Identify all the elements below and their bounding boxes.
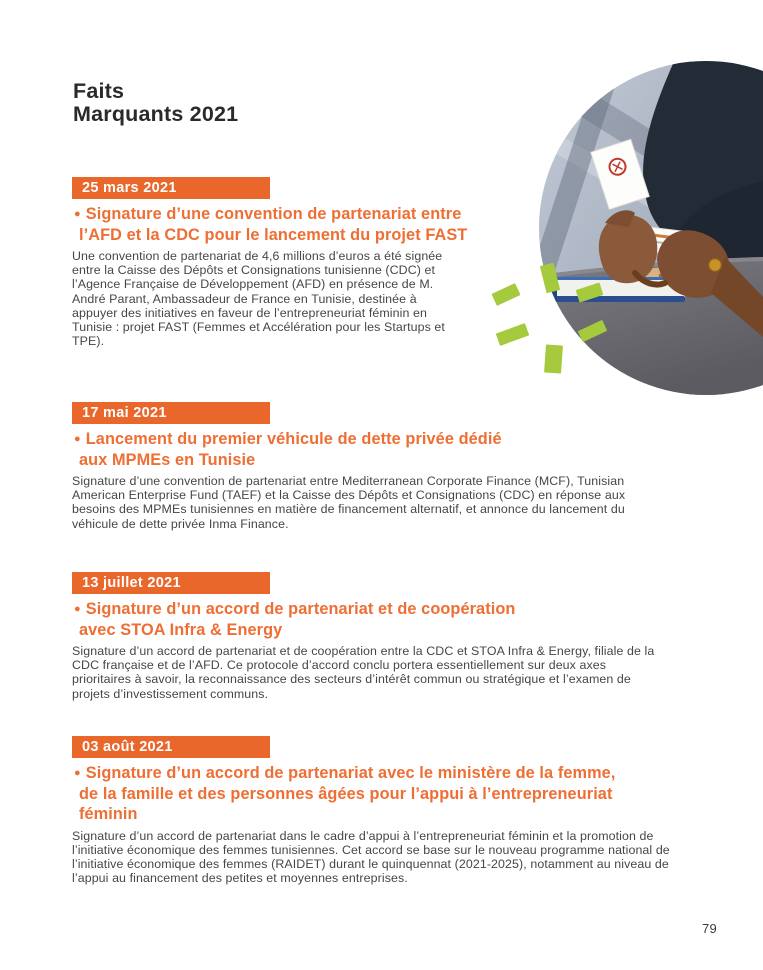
page-title xyxy=(73,80,238,126)
page-title-line1: Faits xyxy=(73,79,125,103)
fact-section-17-mai xyxy=(72,402,660,531)
section-body: Une convention de partenariat de 4,6 millions d’euros a été signée entre la Caisse des Dépôts et Consignations tunisienne (CDC) et l’Agence Française de Développement (AFD) en présence de M. André Parant, Ambassadeur de France en Tunisie, destinée à appuyer des initiatives en faveur de l’entrepreneuriat féminin en Tunisie : projet FAST (Femmes et Accélération pour les Startups et TPE). xyxy=(72,249,445,349)
fact-section-03-aout xyxy=(72,736,694,885)
bullet-icon: ● xyxy=(74,603,81,615)
section-heading xyxy=(74,429,660,470)
fact-section-13-juillet xyxy=(72,572,668,701)
bullet-icon: ● xyxy=(74,767,81,779)
heading-line: féminin xyxy=(79,805,138,823)
ring-shape xyxy=(709,259,722,272)
heading-line: avec STOA Infra & Energy xyxy=(79,620,283,639)
fact-section-25-mars xyxy=(72,177,467,348)
heading-line: Signature d’une convention de partenariat entre xyxy=(85,205,462,223)
bullet-icon: ● xyxy=(74,433,81,445)
heading-line: Signature d’un accord de partenariat avec le ministère de la femme, xyxy=(85,764,616,782)
confetti-piece xyxy=(491,283,520,306)
date-badge: 17 mai 2021 xyxy=(72,402,270,424)
bullet-icon: ● xyxy=(74,208,81,220)
confetti-piece xyxy=(496,323,530,346)
section-body: Signature d’une convention de partenariat entre Mediterranean Corporate Finance (MCF), Tunisian American Enterprise Fund (TAEF) et la Caisse des Dépôts et Consignations (CDC) en réponse aux besoins des MPMEs tunisiennes en matière de financement alternatif, et annonce du lancement du véhicule de dette privée Inma Finance. xyxy=(72,474,626,531)
heading-line: de la famille et des personnes âgées pour l’appui à l’entrepreneuriat xyxy=(79,784,613,803)
date-badge: 13 juillet 2021 xyxy=(72,572,270,594)
heading-line: Signature d’un accord de partenariat et de coopération xyxy=(85,600,516,618)
confetti-piece xyxy=(544,344,563,373)
section-body: Signature d’un accord de partenariat et de coopération entre la CDC et STOA Infra & Energy, filiale de la CDC française et de l’AFD. Ce protocole d’accord conclu portera essentiellement sur deux axes prioritaires à savoir, la reconnaissance des secteurs d’intérêt commun ou stratégique et l’examen de projets d’investissement communs. xyxy=(72,644,655,701)
heading-line: aux MPMEs en Tunisie xyxy=(79,450,256,469)
section-body: Signature d’un accord de partenariat dans le cadre d’appui à l’entrepreneuriat féminin et la promotion de l’initiative économique des femmes tunisiennes. Cet accord se base sur le nouveau programme national de l’initiative économique des femmes (RAIDET) durant le quinquennat (2021-2025), notamment au niveau de l’appui au financement des petites et moyennes entreprises. xyxy=(72,828,670,886)
page-title-line2: Marquants 2021 xyxy=(73,102,239,126)
date-badge: 03 août 2021 xyxy=(72,736,270,758)
heading-line: l’AFD et la CDC pour le lancement du projet FAST xyxy=(79,225,468,244)
page-number: 79 xyxy=(702,921,718,936)
heading-line: Lancement du premier véhicule de dette privée dédié xyxy=(85,430,502,448)
section-heading xyxy=(74,204,467,245)
date-badge: 25 mars 2021 xyxy=(72,177,270,199)
photo-illustration xyxy=(539,61,763,397)
section-heading xyxy=(74,763,694,825)
circular-photo xyxy=(539,61,763,397)
section-heading xyxy=(74,599,668,640)
